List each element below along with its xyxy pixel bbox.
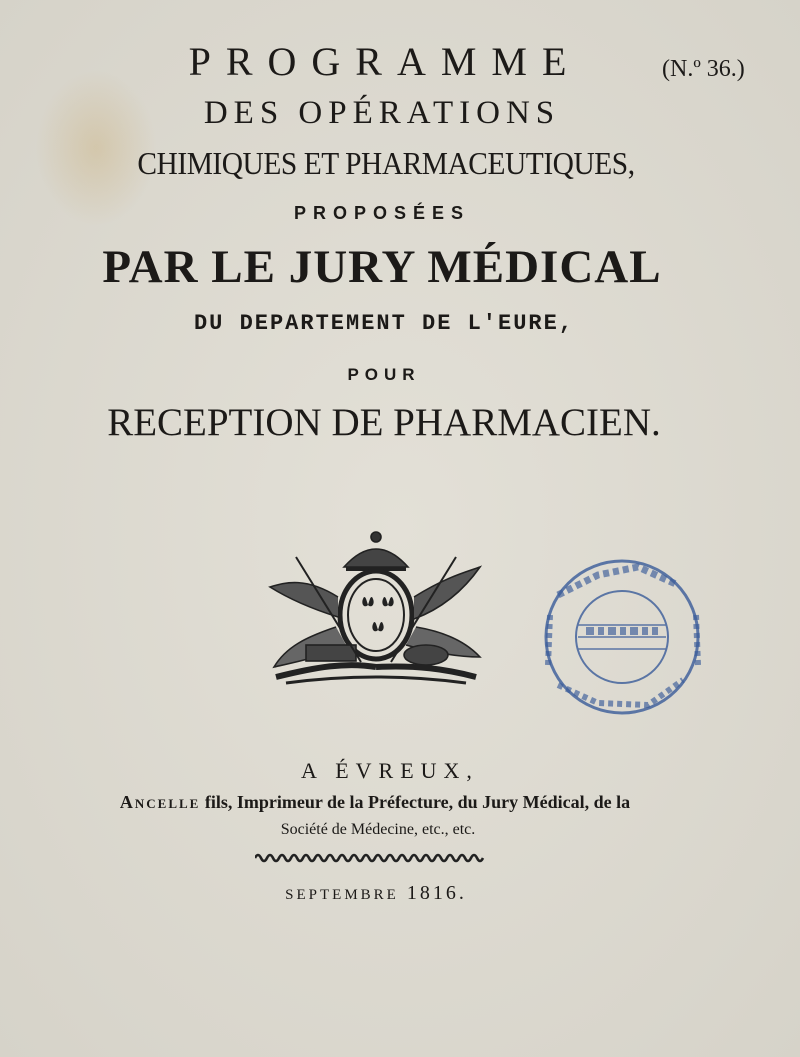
publication-month: SEPTEMBRE <box>285 887 399 903</box>
title-line-reception: RECEPTION DE PHARMACIEN. <box>107 401 661 444</box>
royal-coat-of-arms-icon <box>266 527 486 689</box>
publication-date <box>0 882 776 905</box>
plate-number: (N.º 36.) <box>662 56 745 82</box>
imprint-place: A ÉVREUX, <box>301 758 479 783</box>
printer-line <box>0 792 775 813</box>
title-line-departement: DU DEPARTEMENT DE L'EURE, <box>193 311 575 336</box>
printer-line-text: fils, Imprimeur de la Préfecture, du Jury Médical, de la <box>200 792 631 812</box>
title-line-operations: DES OPÉRATIONS <box>203 95 561 131</box>
programme-heading: PROGRAMME <box>188 39 582 84</box>
publication-year: 1816. <box>406 882 467 904</box>
printer-name: Ancelle <box>119 792 201 812</box>
title-line-proposees: PROPOSÉES <box>293 203 471 223</box>
ornamental-rule-icon <box>255 851 488 865</box>
library-stamp-icon <box>538 555 706 720</box>
printer-line-2: Société de Médecine, etc., etc. <box>280 821 476 838</box>
title-line-jury-medical: PAR LE JURY MÉDICAL <box>102 241 662 293</box>
title-line-chimiques: CHIMIQUES ET PHARMACEUTIQUES, <box>137 145 635 181</box>
title-line-pour: POUR <box>347 365 421 384</box>
